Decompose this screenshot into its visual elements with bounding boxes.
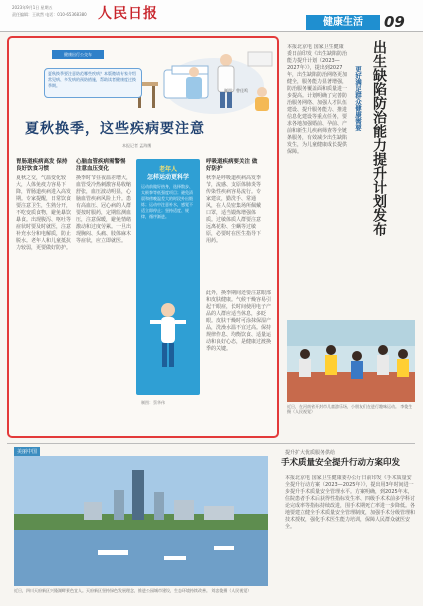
page-number: 09 [384,13,405,31]
illustration-credit: 制图：曾佳鸣 [224,88,248,93]
column-body: 换季时节昼夜温差增大，血管受冷热刺激容易收缩舒张，血压波动明显，心脑血管疾病风险上升。患有高血压、冠心病的人群要按时服药，定期监测血压，注意保暖，避免情绪激动和过度劳累。一旦出现胸闷、头痛、肢体麻木等症状，应立即就医。 [76,175,132,244]
article-column-2 [76,159,132,415]
column-subhead: 心脑血管疾病需警惕 注意血压变化 [76,159,126,172]
article-headline[interactable]: 夏秋换季，这些疾病要注意 [25,121,205,137]
infobox-body: 运动前做好热身，选择散步、太极拳等低强度项目；避免清晨和傍晚温差大的时段外出锻炼；运动中注意补水，感觉不适立即停止；坚持适度、规律，循序渐进。 [141,184,193,219]
right-body: 本报北京电 国家卫生健康委日前印发《出生缺陷防治能力提升计划（2023—2027年）》，提出到2027年，出生缺陷防治网络更加健全，服务能力显著增强，防治服务覆盖面和质量进一步提高。计划明确了完善防治服务网络、加强人才队伍建设、提升服务能力、推进信息化建设等重点任务，要求各地加强婚前、孕前、产前和新生儿疾病筛查等全链条服务，有效减少出生缺陷发生，为儿童健康成长提供保障。 [287,44,347,155]
newspaper-logo: 人民日报 [98,6,158,22]
children-playing-photo[interactable] [287,320,415,402]
lower-headline[interactable]: 手术质量安全提升行动方案印发 [281,458,401,468]
bus-sign-label: 健康出行公交车 [52,50,104,59]
right-headline[interactable]: 出生缺陷防治能力提升计划发布 [371,40,387,236]
section-divider [7,443,415,444]
infobox-credit: 制图：蔡华伟 [141,400,165,405]
city-photo-caption: 近日，四川天府新区兴隆湖畔景色宜人。天府新区坚持绿色发展理念，推进公园城市建设，生态环境持续改善。 刘忠俊摄（人民视觉） [14,588,252,593]
children-photo-caption: 近日，在河南省开封市儿童游乐场，小朋友们在进行趣味运动。 李俊生摄（人民视觉） [287,404,413,414]
column-body: 秋季是呼吸道疾病高发季节，流感、支原体肺炎等传染性疾病容易流行。专家建议，勤洗手、常通风，在人员密集场所佩戴口罩，适当锻炼增强体质。过敏体质人群要注意远离花粉、尘螨等过敏原，必要时在医生指导下用药。 [206,175,262,244]
infobox-title-line1: 老年人 [158,166,177,173]
date-line: 2023年9月1日 星期五 [12,5,53,10]
right-subhead: 更好满足群众健康需要 [354,66,362,131]
intro-callout: 夏秋换季要注意防范哪些疾病？本版邀请专家介绍常见病、多发病的预防措施，帮助读者健康度过换季期。 [44,68,142,98]
column-subhead: 呼吸道疾病要关注 做好防护 [206,159,258,172]
article-column-4: 此外，换季期间还要注意眼部和皮肤健康。气候干燥容易引起干眼症，长时间使用电子产品的人群应适当休息，多眨眼。皮肤干燥时可涂抹保湿产品，洗澡水温不宜过高。保持规律作息、均衡饮食、适量运动和良好心态，是健康过渡换季的关键。 [206,290,272,352]
article-column-1 [16,159,72,415]
column-body: 夏秋之交，气温变化较大，人体免疫力容易下降，胃肠道疾病进入高发期。专家提醒，日常饮食要注意卫生，生熟分开，不吃变质食物，避免暴饮暴食。出现腹泻、呕吐等症状时要及时就医，注意补充水分和电解质，防止脱水。老年人和儿童抵抗力较弱，更要做好防护。 [16,175,72,251]
lake-city-photo[interactable] [14,456,268,586]
lower-kicker: 提升扩大优质服务供给 [285,450,336,456]
editor-line: 责任编辑：王欲然 电话：010-65368380 [12,12,87,17]
photo-feature-label: 美丽中国 [14,447,40,456]
article-byline: 本报记者 孟海鹰 [122,143,152,148]
lower-body: 本报北京电 国家卫生健康委办公厅日前印发《手术质量安全提升行动方案（2023—2025年）》，提出用3年时间进一步提升手术质量安全管理水平。方案明确，到2025年末，住院患者手术后获得性指标发生率、四级手术术前多学科讨论完成率等指标持续改进，围手术期死亡率进一步降低。各地要建立健全手术质量安全管理制度，加强手术分级管理和技术授权，强化手术医生能力培训，保障人民群众就医安全。 [285,475,415,530]
exercise-figure-icon [146,300,190,380]
section-tag: 健康生活 [306,15,380,30]
infobox-title-line2: 怎样运动更科学 [146,174,189,181]
article-column-3 [206,159,262,293]
column-subhead: 胃肠道疾病高发 保持良好饮食习惯 [16,159,68,172]
